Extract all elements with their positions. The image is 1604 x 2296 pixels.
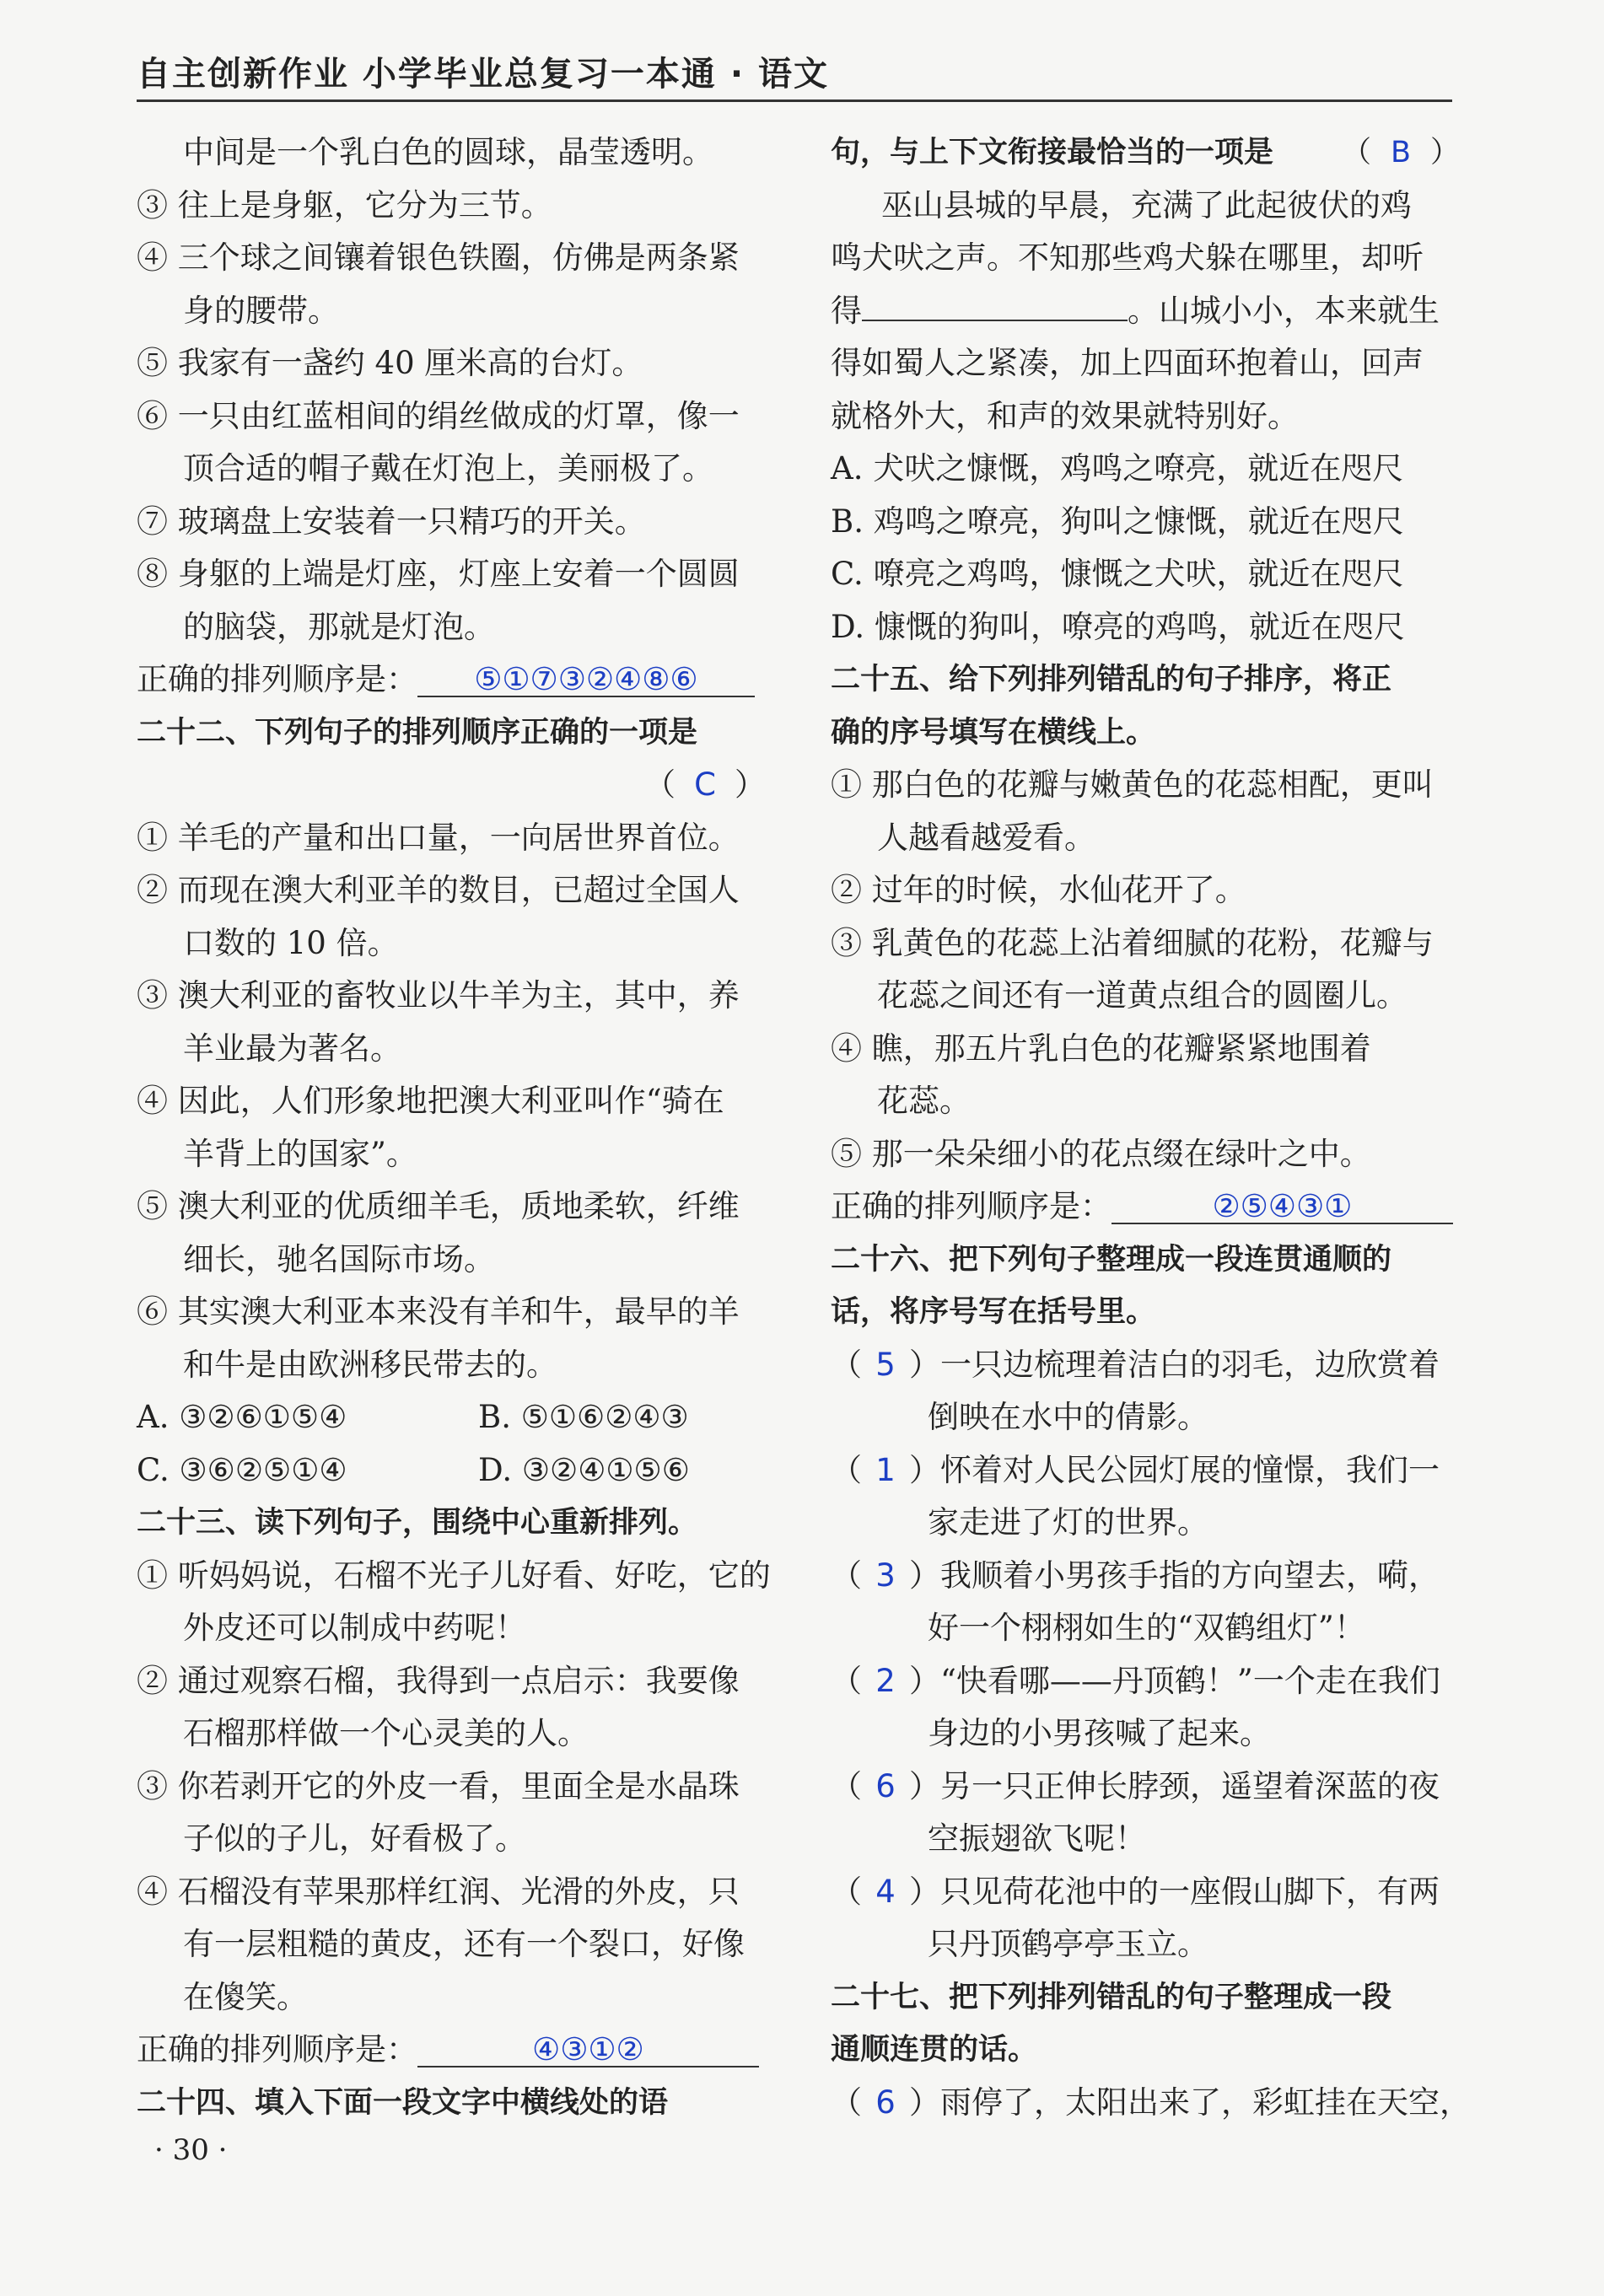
q24-option: D. 慷慨的狗叫，嘹亮的鸡鸣，就近在咫尺 (831, 608, 1405, 645)
paren-open: （ (1341, 136, 1371, 169)
q22-line: ② 而现在澳大利亚羊的数目，已超过全国人 (137, 872, 740, 908)
q22-answer: C (694, 766, 716, 803)
q26-item-cont: 倒映在水中的倩影。 (928, 1399, 1208, 1435)
paren-close: ） (1429, 136, 1460, 169)
q25-answer: ②⑤④③① (1111, 1191, 1453, 1224)
q24-title: 二十四、填入下面一段文字中横线处的语 (137, 2085, 669, 2120)
q22-line: 和牛是由欧洲移民带去的。 (183, 1346, 557, 1383)
option-d: D. ③②④①⑤⑥ (478, 1451, 690, 1488)
q27-item: （ 6 ）雨停了，太阳出来了，彩虹挂在天空， (831, 2077, 1460, 2130)
q24-option: A. 犬吠之慷慨，鸡鸣之嘹亮，就近在咫尺 (831, 450, 1404, 487)
q24-para-line: 就格外大，和声的效果就特别好。 (831, 397, 1299, 434)
q25-line: ③ 乳黄色的花蕊上沾着细腻的花粉，花瓣与 (831, 924, 1434, 961)
q21-line: 身的腰带。 (183, 292, 339, 329)
q22-line: ③ 澳大利亚的畜牧业以牛羊为主，其中，养 (137, 977, 740, 1014)
q25-line: 花蕊之间还有一道黄点组合的圆圈儿。 (877, 977, 1408, 1014)
q22-options-row2 (137, 1444, 766, 1498)
q26-item-text: 只见荷花池中的一座假山脚下，有两 (940, 1873, 1440, 1910)
option-c: C. ③⑥②⑤①④ (137, 1451, 347, 1488)
q21-line: ⑥ 一只由红蓝相间的绢丝做成的灯罩，像一 (137, 397, 740, 434)
q24-option: C. 嘹亮之鸡鸣，慷慨之犬吠，就近在咫尺 (831, 556, 1404, 592)
q22-title: 二十二、下列句子的排列顺序正确的一项是 (137, 715, 698, 750)
q23-answer-row (137, 2024, 766, 2077)
q26-item-number: 1 (875, 1451, 896, 1488)
q26-item: （ 2 ）“快看哪——丹顶鹤！”一个走在我们 (831, 1655, 1460, 1708)
q26-item-number: 6 (875, 1767, 896, 1804)
q25-line: ④ 瞧，那五片乳白色的花瓣紧紧地围着 (831, 1030, 1371, 1067)
q22-line: ① 羊毛的产量和出口量，一向居世界首位。 (137, 819, 740, 856)
q22-answer-row (137, 759, 766, 812)
answer-label: 正确的排列顺序是： (137, 2031, 417, 2067)
option-b: B. ⑤①⑥②④③ (478, 1399, 689, 1435)
paren-open: （ (644, 766, 676, 803)
q21-answer: ⑤①⑦③②④⑧⑥ (417, 664, 755, 697)
book-title: 自主创新作业 小学毕业总复习一本通 · 语文 (137, 55, 829, 94)
q22-line: ④ 因此，人们形象地把澳大利亚叫作“骑在 (137, 1083, 724, 1119)
q27-title: 通顺连贯的话。 (831, 2033, 1038, 2067)
q21-line: 顶合适的帽子戴在灯泡上，美丽极了。 (183, 450, 713, 487)
q22-line: 羊业最为著名。 (183, 1030, 401, 1067)
q26-item-cont: 身边的小男孩喊了起来。 (928, 1715, 1271, 1751)
answer-label: 正确的排列顺序是： (137, 661, 417, 697)
q23-line: 外皮还可以制成中药呢！ (183, 1610, 526, 1646)
option-a: A. ③②⑥①⑤④ (137, 1399, 347, 1435)
q21-answer-row (137, 653, 766, 707)
q24-para-line: 巫山县城的早晨，充满了此起彼伏的鸡 (881, 186, 1412, 223)
q26-title: 话，将序号写在括号里。 (831, 1295, 1156, 1329)
q26-item-number: 5 (875, 1346, 896, 1383)
q23-line: 石榴那样做一个心灵美的人。 (183, 1715, 589, 1751)
q21-line: ⑦ 玻璃盘上安装着一只精巧的开关。 (137, 503, 646, 540)
q23-line: 在傻笑。 (183, 1978, 308, 2015)
q22-options-row1 (137, 1391, 766, 1444)
q21-line: 中间是一个乳白色的圆球，晶莹透明。 (183, 134, 713, 170)
q24-answer: B (1390, 136, 1411, 169)
q26-item: （ 4 ）只见荷花池中的一座假山脚下，有两 (831, 1866, 1460, 1919)
right-column (831, 126, 1471, 2129)
q26-title: 二十六、把下列句子整理成一段连贯通顺的 (831, 1242, 1392, 1277)
q24-option: B. 鸡鸣之嘹亮，狗叫之慷慨，就近在咫尺 (831, 503, 1404, 540)
q26-item-text: 怀着对人民公园灯展的憧憬，我们一 (940, 1451, 1440, 1488)
q26-item-number: 2 (875, 1662, 896, 1699)
q26-item-cont: 家走进了灯的世界。 (928, 1504, 1208, 1541)
q26-item: （ 5 ）一只边梳理着洁白的羽毛，边欣赏着 (831, 1339, 1460, 1392)
q21-line: 的脑袋，那就是灯泡。 (183, 608, 495, 645)
paren-close: ） (735, 766, 766, 803)
q24-para-text: 得 (831, 292, 862, 329)
q25-line: 人越看越爱看。 (877, 819, 1095, 856)
q24-blank (862, 288, 1128, 321)
q26-item-text: “快看哪——丹顶鹤！”一个走在我们 (940, 1662, 1440, 1699)
left-column (137, 126, 771, 2129)
q21-line: ⑧ 身躯的上端是灯座，灯座上安着一个圆圆 (137, 556, 740, 592)
q26-item-cont: 好一个栩栩如生的“双鹤组灯”！ (928, 1610, 1365, 1646)
q25-line: ② 过年的时候，水仙花开了。 (831, 872, 1246, 908)
q22-line: 细长，驰名国际市场。 (183, 1240, 495, 1277)
page-header (137, 44, 1452, 102)
q25-line: 花蕊。 (877, 1083, 971, 1119)
answer-label: 正确的排列顺序是： (831, 1188, 1111, 1224)
q27-item-number: 6 (875, 2084, 896, 2121)
q26-item: （ 6 ）另一只正伸长脖颈，遥望着深蓝的夜 (831, 1761, 1460, 1814)
q24-title-cont (831, 126, 1460, 180)
q23-line: 有一层粗糙的黄皮，还有一个裂口，好像 (183, 1926, 745, 1962)
q26-item: （ 3 ）我顺着小男孩手指的方向望去，嗬， (831, 1550, 1460, 1603)
q24-para-blank-line (831, 285, 1460, 338)
q23-line: ② 通过观察石榴，我得到一点启示：我要像 (137, 1662, 740, 1699)
q22-line: 口数的 10 倍。 (183, 924, 399, 961)
q27-item-text: 雨停了，太阳出来了，彩虹挂在天空， (940, 2084, 1471, 2121)
q21-line: ③ 往上是身躯，它分为三节。 (137, 186, 552, 223)
q25-answer-row (831, 1180, 1460, 1234)
q25-title: 确的序号填写在横线上。 (831, 715, 1156, 750)
q26-item-number: 3 (875, 1557, 896, 1594)
q23-answer: ④③①② (417, 2034, 759, 2067)
q23-title: 二十三、读下列句子，围绕中心重新排列。 (137, 1506, 698, 1540)
q25-line: ① 那白色的花瓣与嫩黄色的花蕊相配，更叫 (831, 766, 1434, 803)
q24-para-line: 得如蜀人之紧凑，加上四面环抱着山，回声 (831, 345, 1424, 381)
q22-line: ⑥ 其实澳大利亚本来没有羊和牛，最早的羊 (137, 1293, 740, 1330)
q23-line: ① 听妈妈说，石榴不光子儿好看、好吃，它的 (137, 1557, 771, 1594)
q26-item-cont: 只丹顶鹤亭亭玉立。 (928, 1926, 1208, 1962)
q26-item-text: 一只边梳理着洁白的羽毛，边欣赏着 (940, 1346, 1440, 1383)
q24-para-text: 。山城小小，本来就生 (1128, 292, 1440, 329)
q25-line: ⑤ 那一朵朵细小的花点缀在绿叶之中。 (831, 1135, 1371, 1172)
q26-item-cont: 空振翅欲飞呢！ (928, 1820, 1146, 1857)
q24-title-text: 句，与上下文衔接最恰当的一项是 (831, 136, 1274, 169)
q26-item-number: 4 (875, 1873, 896, 1910)
q26-item: （ 1 ）怀着对人民公园灯展的憧憬，我们一 (831, 1444, 1460, 1498)
q26-item-text: 我顺着小男孩手指的方向望去，嗬， (940, 1557, 1440, 1594)
q23-line: 子似的子儿，好看极了。 (183, 1820, 526, 1857)
q21-line: ⑤ 我家有一盏约 40 厘米高的台灯。 (137, 345, 643, 381)
q24-para-line: 鸣犬吠之声。不知那些鸡犬躲在哪里，却听 (831, 239, 1424, 276)
q22-line: ⑤ 澳大利亚的优质细羊毛，质地柔软，纤维 (137, 1188, 740, 1224)
q22-line: 羊背上的国家”。 (183, 1135, 417, 1172)
q21-line: ④ 三个球之间镶着银色铁圈，仿佛是两条紧 (137, 239, 740, 276)
q23-line: ③ 你若剥开它的外皮一看，里面全是水晶珠 (137, 1767, 740, 1804)
q25-title: 二十五、给下列排列错乱的句子排序，将正 (831, 663, 1392, 696)
q27-title: 二十七、把下列排列错乱的句子整理成一段 (831, 1980, 1392, 2014)
q26-item-text: 另一只正伸长脖颈，遥望着深蓝的夜 (940, 1767, 1440, 1804)
page-number: · 30 · (154, 2133, 228, 2167)
q23-line: ④ 石榴没有苹果那样红润、光滑的外皮，只 (137, 1873, 740, 1910)
